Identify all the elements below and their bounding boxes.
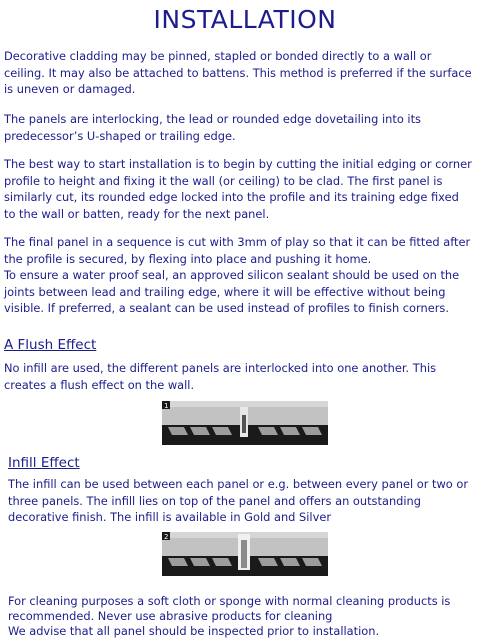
text-line: to the wall or batten, ready for the next panel. [4, 206, 270, 221]
text-line: No infill are used, the different panels are interlocked into one another. This [4, 361, 437, 375]
text-line: We advise that all panel should be inspected prior to installation. [8, 624, 380, 638]
text-line: predecessor’s U-shaped or trailing edge. [4, 128, 236, 143]
intro-paragraph-3 [4, 156, 488, 222]
text-line: The panels are interlocking, the lead or rounded edge dovetailing into its [4, 112, 421, 126]
flush-effect-heading: A Flush Effect [4, 337, 97, 353]
text-line: The best way to start installation is to begin by cutting the initial edging or corner [4, 157, 472, 171]
infill-effect-figure [162, 532, 328, 576]
text-line: the profile is secured, by flexing into place and pushing it home. [4, 251, 372, 266]
intro-paragraph-1 [4, 48, 488, 98]
text-line: three panels. The infill lies on top of the panel and offers an outstanding [8, 493, 422, 508]
text-line: profile to height and fixing it the wall (or ceiling) to be clad. The first panel is [4, 173, 443, 188]
figure-number: 2 [164, 533, 169, 541]
text-line: For cleaning purposes a soft cloth or sponge with normal cleaning products is [8, 594, 451, 608]
flush-panel-image [162, 401, 328, 445]
text-line: The infill can be used between each panel or e.g. between every panel or two or [8, 477, 469, 491]
cleaning-text [8, 594, 488, 639]
intro-paragraph-2 [4, 111, 488, 144]
text-line: decorative finish. The infill is available in Gold and Silver [8, 510, 332, 524]
text-line: To ensure a water proof seal, an approved silicon sealant should be used on the [4, 268, 460, 282]
figure-number: 1 [164, 402, 169, 410]
infill-effect-heading: Infill Effect [8, 455, 80, 471]
text-line: ceiling. It may also be attached to battens. This method is preferred if the surface [4, 65, 472, 80]
text-line: is uneven or damaged. [4, 82, 136, 96]
text-line: The final panel in a sequence is cut with 3mm of play so that it can be fitted after [4, 235, 471, 249]
text-line: visible. If preferred, a sealant can be used instead of profiles to finish corners. [4, 301, 449, 315]
text-line: similarly cut, its rounded edge locked into the profile and its training edge fixed [4, 190, 459, 204]
infill-panel-image [162, 532, 328, 576]
text-line: joints between lead and trailing edge, where it will be effective without being [4, 284, 446, 299]
text-line: recommended. Never use abrasive products for cleaning [8, 609, 333, 623]
page-title: INSTALLATION [153, 5, 337, 34]
flush-effect-figure [162, 401, 328, 445]
text-line: creates a flush effect on the wall. [4, 377, 195, 392]
flush-effect-text [4, 360, 488, 393]
text-line: Decorative cladding may be pinned, stapled or bonded directly to a wall or [4, 49, 432, 63]
infill-effect-text [8, 476, 488, 526]
intro-paragraph-4 [4, 234, 488, 317]
